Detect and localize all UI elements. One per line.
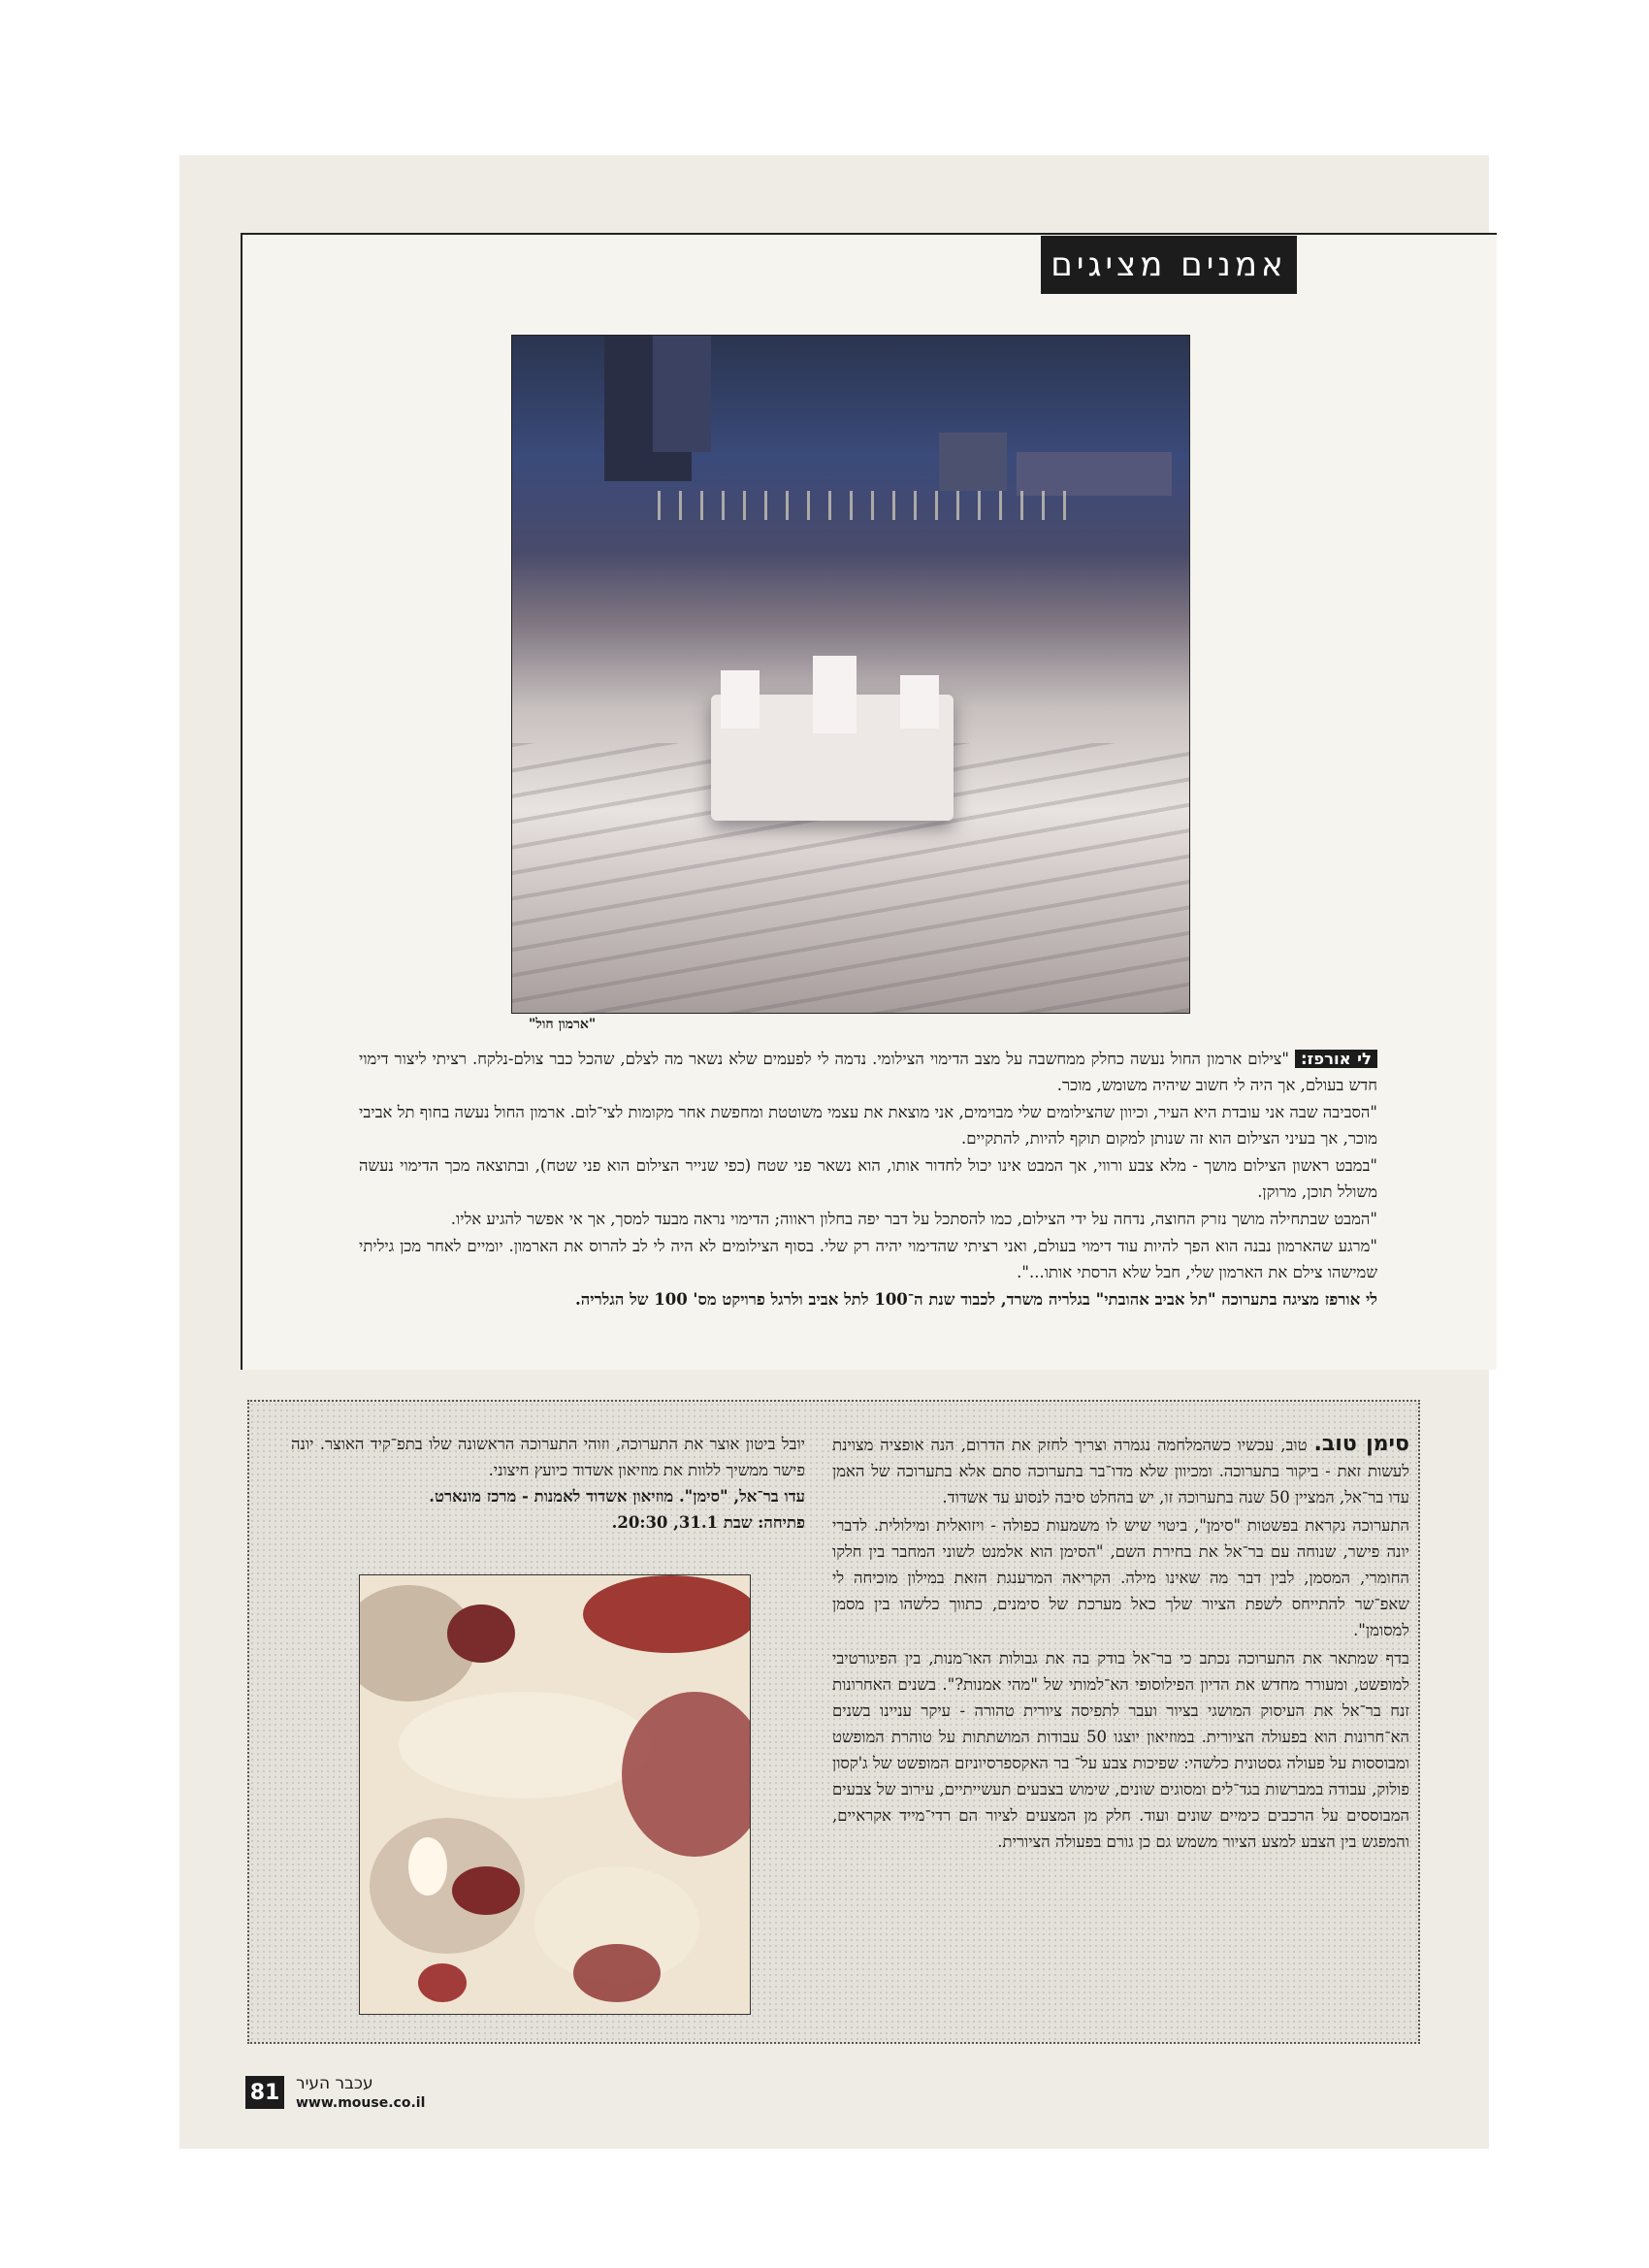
- exhibition-info: עדו בר־אל, "סימן". מוזיאון אשדוד לאמנות - מרכז מונארט.: [429, 1487, 805, 1506]
- article2-paragraph: יובל ביטון אוצר את התערוכה, וזוהי התערוכה הראשונה שלו בתפ־קיד האוצר. יונה פישר ממשיך ללוות את מוזיאון אשדוד כיועץ חיצוני.: [291, 1435, 805, 1479]
- article-body: [359, 1046, 1377, 1313]
- article2-lead: סימן טוב.: [1313, 1432, 1409, 1456]
- article-paragraph: "המבט שבתחילה מושך נזרק החוצה, נדחה על ידי הצילום, כמו להסתכל על דבר יפה בחלון ראווה; הדימוי נראה מבעד למסך, אך אי אפשר להגיע אליו.: [450, 1210, 1377, 1228]
- article-paragraph: "מרגע שהארמון נבנה הוא הפך להיות עוד דימוי בעולם, ואני רציתי שהדימוי יהיה רק שלי. בסוף הצילומים לא היה לי לב להרוס את הארמון. יומיים לאחר מכן גיליתי שמישהו צילם את הארמון שלי, חבל שלא הרסתי אותו...".: [359, 1237, 1377, 1281]
- article2-left-column: [291, 1431, 805, 1536]
- article2-right-column: [832, 1431, 1409, 1857]
- sand-castle-photo: [511, 335, 1190, 1014]
- sand-castle: [711, 695, 954, 821]
- article-paragraph: "צילום ארמון החול נעשה כחלק ממחשבה על מצב הדימוי הצילומי. נדמה לי לפעמים שלא נשאר מה לצלם, שהכל כבר צולם-נלקח. רציתי ליצור דימוי חדש בעולם, אך היה לי חשוב שיהיה משומש, מוכר.: [359, 1050, 1377, 1094]
- article-paragraph: "הסביבה שבה אני עובדת היא העיר, וכיוון שהצילומים שלי מבוימים, אני מוצאת את עצמי משוטטת ומחפשת אחר מקומות לצי־לום. ארמון החול נעשה בחוף תל אביבי מוכר, אך בעיני הצילום הוא זה שנותן למקום תוקף להיות, להתקיים.: [359, 1103, 1377, 1148]
- magazine-name: עכבר העיר: [296, 2074, 373, 2093]
- article-paragraph: "במבט ראשון הצילום מושך - מלא צבע ורווי, אך המבט אינו יכול לחדור אותו, הוא נשאר פני שטח (כפי שנייר הצילום הוא פני שטח), ובתוצאה מכך הדימוי נעשה משולל תוכן, מרוקן.: [359, 1156, 1377, 1201]
- exhibition-note: לי אורפז מציגה בתערוכה "תל אביב אהובתי" בגלריה משרד, לכבוד שנת ה־100 לתל אביב ולרגל פרויקט מס' 100 של הגלריה.: [575, 1290, 1377, 1309]
- magazine-url: www.mouse.co.il: [296, 2095, 426, 2111]
- section-title: אמנים מציגים: [1041, 236, 1297, 294]
- author-tag: לי אורפז:: [1295, 1050, 1377, 1068]
- article2-paragraph: טוב, עכשיו כשהמלחמה נגמרה וצריך לחזק את הדרום, הנה אופציה מצוינת לעשות זאת - ביקור בתערוכה. ומכיוון שלא מדו־בר בתערוכה סתם אלא בתערוכה של האמן עדו בר־אל, המציין 50 שנה בתערוכה זו, יש בהחלט סיבה לנסוע עד אשדוד.: [832, 1436, 1409, 1507]
- abstract-painting: [359, 1574, 751, 2015]
- article2-paragraph: בדף שמתאר את התערוכה נכתב כי בר־אל בודק בה את גבולות האו־מנות, בין הפיגורטיבי למופשט, ומעורר מחדש את הדיון הפילוסופי הא־למותי של "מהי אמנות?". בשנים האחרונות זנח בר־אל את העיסוק המושגי בציור ועבר לתפיסה ציורית טהורה - עיקר עניינו בשנים הא־חרונות הוא בפעולה הציורית. במוזיאון יוצגו 50 עבודות המושתתות על טוהרת המופשט ומבוססות על פעולה גסטונית כלשהי: שפיכות צבע על־ בר האקספרסיוניזם המופשט של ג'קסון פולוק, עבודה במברשות בגד־לים ומסוגים שונים, שימוש בצבעים תעשייתיים, עירוב של צבעים המבוססים על הרכבים כימיים שונים ועוד. חלק מן המצעים לציור הם רדי־מייד אקראיים, והמפגש בין הצבע למצע הציור משמש גם כן גורם בפעולה הציורית.: [832, 1649, 1409, 1851]
- photo-caption: "ארמון חול": [529, 1017, 597, 1032]
- opening-info: פתיחה: שבת 31.1, 20:30.: [611, 1513, 805, 1532]
- article2-paragraph: התערוכה נקראת בפשטות "סימן", ביטוי שיש לו משמעות כפולה - ויזואלית ומילולית. לדברי יונה פישר, שנוחה עם בר־אל את בחירת השם, "הסימן הוא אלמנט לשוני המחבר בין חלקו החומרי, המסמן, לבין דבר מה שאינו מילה. הקריאה המרענגת הזאת במילון מוכיחה לי שאפ־שר להתייחס לשפת הציור שלך כאל מערכת של סימנים, כתווך כלשהו בין מסמן למסומן".: [832, 1516, 1409, 1639]
- page-number: 81: [245, 2076, 284, 2109]
